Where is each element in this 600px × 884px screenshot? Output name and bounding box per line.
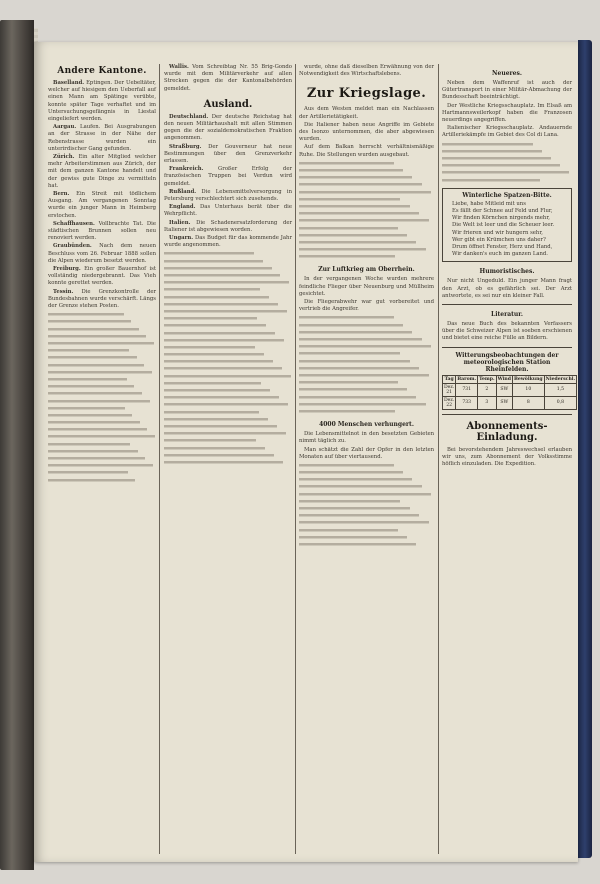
text-line	[164, 294, 269, 301]
text-line	[299, 519, 429, 526]
text-line	[299, 498, 400, 505]
weather-cell: 731	[456, 383, 478, 396]
paragraph-text: Ein großer Bauernhof ist vollständig niedergebrannt. Das Vieh konnte gerettet werden.	[48, 266, 156, 287]
text-line	[164, 409, 259, 416]
text-line	[164, 279, 289, 286]
text-line	[48, 326, 139, 333]
section-heading-andere-kantone: Andere Kantone.	[57, 66, 147, 76]
text-line	[299, 210, 419, 217]
paragraph-text: Vollbrachte Tat. Die städtischen Brunnen sollen neu renoviert werden.	[48, 220, 156, 242]
paragraph-text: Ein Streit mit tödlichem Ausgang. Am vergangenen Sonntag wurde ein junger Mann in Heimberg erstochen.	[48, 191, 156, 219]
column-3-verhungert-body	[299, 431, 434, 548]
paragraph-lead: Graubünden.	[53, 243, 92, 250]
subheading-humoristisches: Humoristisches.	[479, 268, 535, 276]
paragraph-text: Der Westliche Kriegsschauplatz. Im Elsaß am Hartmannsweilerkopf haben die Franzosen neuerdings angegriffen.	[442, 102, 572, 124]
paragraph	[164, 235, 292, 249]
text-line	[442, 177, 540, 184]
column-2	[164, 64, 292, 854]
text-line	[164, 344, 255, 351]
section-heading-zur-kriegslage: Zur Kriegslage.	[306, 86, 427, 102]
weather-cell: Dez. 21	[444, 384, 455, 395]
text-line	[299, 189, 431, 196]
paragraph	[48, 243, 156, 265]
text-line	[442, 155, 551, 162]
poem-line: Die Welt ist leer und die Scheuer leer.	[452, 222, 555, 229]
text-line	[164, 351, 264, 358]
paragraph-text: Man schätzt die Zahl der Opfer in den letzten Monaten auf über viertausend.	[299, 446, 434, 460]
paragraph-lead: Schaffhausen.	[53, 220, 95, 227]
text-line	[164, 459, 283, 466]
paragraph-lead: Bern.	[53, 191, 70, 198]
text-line	[164, 387, 270, 394]
paragraph	[164, 204, 292, 218]
text-line	[164, 286, 260, 293]
text-line	[164, 373, 291, 380]
paragraph-text: Aus dem Westen meldet man ein Nachlassen der Artillerietätigkeit.	[299, 106, 434, 120]
text-line	[299, 358, 410, 365]
text-line	[48, 376, 127, 383]
text-line	[299, 394, 416, 401]
text-line	[299, 372, 429, 379]
text-line	[48, 383, 134, 390]
paragraph-text: Das Budget für das kommende Jahr wurde angenommen.	[164, 235, 292, 249]
column-4	[442, 64, 576, 854]
text-line	[299, 365, 419, 372]
text-line	[299, 239, 416, 246]
paragraph-text: Die Lebensmittelnot in den besetzten Gebieten nimmt täglich zu.	[299, 431, 434, 445]
paragraph	[164, 114, 292, 143]
text-line	[299, 343, 431, 350]
text-line	[164, 430, 286, 437]
paragraph	[164, 144, 292, 166]
text-line	[299, 167, 403, 174]
paragraph-lead: Aargau.	[53, 124, 77, 131]
weather-row	[443, 396, 577, 409]
paragraph-text: Das Unterhaus berät über die Wehrpflicht.	[164, 204, 292, 218]
paragraph-text: Laufen. Bei Ausgrabungen an der Strasse in der Nähe der Rebenstrasse wurden ein unterirdischer Gang gefunden.	[48, 124, 156, 152]
paragraph-text: Nur nicht Ungeduld. Ein junger Mann fragt den Arzt, ob es gefährlich sei. Der Arzt antwortete, es sei nur ein kleiner Fall.	[442, 278, 572, 299]
text-line	[48, 398, 150, 405]
weather-cell: Dez. 22	[444, 397, 455, 408]
column-1	[48, 64, 156, 854]
text-line	[299, 329, 412, 336]
paragraph-lead: Rußland.	[169, 188, 197, 195]
text-line	[164, 394, 279, 401]
abo-text	[442, 447, 572, 469]
column-3-body	[299, 106, 434, 260]
book-cover-edge	[578, 40, 592, 858]
text-line	[164, 301, 278, 308]
text-line	[164, 380, 261, 387]
paragraph-text: wurde, ohne daß dieselben Erwähnung von der Notwendigkeit des Wirtschaftslebens.	[299, 64, 434, 78]
text-line	[48, 390, 142, 397]
book-spine	[0, 20, 34, 870]
paragraph-lead: Deutschland.	[169, 113, 209, 120]
text-line	[299, 181, 422, 188]
paragraph-lead: Freiburg.	[53, 266, 81, 273]
paragraph-text: Die Grenzkontrolle der Bundesbahnen wurde verschärft. Längs der Grenze stehen Posten.	[48, 288, 156, 310]
paragraph-lead: Ungarn.	[169, 235, 194, 242]
text-line	[299, 225, 398, 232]
text-line	[48, 354, 137, 361]
paragraph-lead: Italien.	[169, 219, 191, 226]
paragraph-lead: Wallis.	[169, 64, 189, 70]
column-rule	[295, 64, 296, 854]
weather-table	[442, 375, 577, 410]
text-line	[48, 347, 129, 354]
paragraph	[164, 220, 292, 234]
text-line	[48, 405, 125, 412]
section-heading-ausland: Ausland.	[203, 98, 253, 110]
poem-line: Wir danken's euch im ganzen Land.	[452, 251, 548, 258]
weather-cell: 0,8	[544, 396, 577, 409]
text-line	[299, 462, 394, 469]
poem-line: Wer gibt ein Krümchen uns daher?	[452, 236, 546, 243]
weather-cell: SW	[496, 383, 512, 396]
text-line	[299, 505, 410, 512]
text-line	[48, 469, 128, 476]
paragraph-lead: Straßburg.	[169, 143, 202, 150]
text-line	[299, 217, 429, 224]
paragraph-text: Bei bevorstehendem Jahreswechsel erlauben wir uns, zum Abonnement der Volksstimme höflich einzuladen. Die Expedition.	[442, 446, 572, 467]
paragraph-text: Die Lebensmittelversorgung in Petersburg verschlechtert sich zusehends.	[164, 188, 292, 203]
text-line	[164, 272, 280, 279]
text-line	[299, 534, 407, 541]
paragraph-text: In der vergangenen Woche wurden mehrere feindliche Flieger über Neuenburg und Müllheim gesichtet.	[299, 276, 434, 297]
text-line	[299, 386, 407, 393]
weather-header-cell: Barom.	[457, 376, 477, 382]
text-line	[164, 358, 273, 365]
paragraph-text: Ein alter Mitglied welcher mehr Arbeiterstimmen aus Zürich, der mit dem ganzen Kantone handelt und der gewiss gute Dinge zu vermitteln hat.	[48, 154, 156, 189]
text-line	[299, 336, 422, 343]
weather-header-cell: Temp.	[479, 376, 495, 382]
text-line	[299, 160, 394, 167]
paragraph-text: Italienischer Kriegsschauplatz. Andauernde Artilleriekämpfe im Gebiet des Col di Lana.	[442, 125, 572, 139]
text-line	[299, 314, 394, 321]
poem-line: Es fällt der Schnee auf Feld und Flur,	[452, 207, 553, 214]
paragraph-text: Die Italiener haben neue Angriffe im Gebiete des Isonzo unternommen, die aber abgewiesen wurden.	[299, 121, 434, 143]
text-line	[299, 350, 400, 357]
text-line	[299, 483, 422, 490]
weather-cell: 1,5	[544, 383, 577, 396]
text-line	[164, 401, 288, 408]
text-line	[299, 512, 419, 519]
text-line	[48, 311, 124, 318]
divider	[442, 414, 572, 415]
text-line	[299, 541, 416, 548]
column-2-top-paragraph	[164, 64, 292, 93]
text-line	[299, 408, 395, 415]
text-line	[299, 196, 400, 203]
paragraph	[164, 189, 292, 203]
text-line	[48, 477, 135, 484]
paragraph	[48, 154, 156, 190]
paragraph	[48, 191, 156, 220]
weather-title: Witterungsbeobachtungen der meteorologischen Station Rheinfelden.	[455, 351, 559, 373]
weather-cell: 10	[513, 383, 545, 396]
text-line	[164, 445, 265, 452]
text-line	[442, 141, 533, 148]
poem-line: Liebe, habe Mitleid mit uns	[452, 200, 526, 207]
column-2-body	[164, 114, 292, 466]
text-line	[164, 258, 263, 265]
section-heading-abonnements: Abonnements-Einladung.	[466, 420, 548, 443]
text-line	[48, 340, 154, 347]
poem-line: Wir finden Körnchen nirgends mehr,	[452, 215, 550, 222]
column-1-body	[48, 80, 156, 484]
weather-cell: SW	[496, 396, 512, 409]
column-4-top	[442, 80, 572, 184]
text-line	[164, 416, 268, 423]
paragraph-lead: England.	[169, 204, 196, 211]
divider	[442, 347, 572, 348]
text-line	[299, 491, 431, 498]
text-line	[48, 426, 147, 433]
text-line	[299, 476, 412, 483]
paragraph-text: Eptingen. Der Uebeltäter, welcher auf hiesigem den Ueberfall auf einen Mann am Spätinge verübte, konnte später Tage verhaftet und im Untersuchungsgefängnis in Liestal eingeliefert werden.	[48, 80, 156, 123]
column-rule	[159, 64, 160, 854]
poem-box	[442, 188, 572, 263]
poem-title: Winterliche Spatzen-Bitte.	[462, 191, 552, 199]
text-line	[299, 203, 410, 210]
paragraph	[48, 266, 156, 288]
text-line	[48, 333, 146, 340]
poem-line: Drum öffnet Fenster, Herz und Hand,	[452, 243, 553, 250]
subheading-verhungert: 4000 Menschen verhungert.	[319, 421, 414, 429]
poem-lines	[446, 201, 568, 259]
weather-cell: 733	[456, 396, 478, 409]
weather-cell: 8	[513, 396, 545, 409]
weather-row	[443, 383, 577, 396]
paragraph	[48, 289, 156, 311]
text-line	[48, 455, 145, 462]
paragraph-lead: Frankreich.	[169, 166, 204, 173]
text-line	[299, 401, 426, 408]
column-3-top-lines	[299, 64, 434, 78]
text-line	[299, 246, 426, 253]
weather-header-row	[443, 375, 577, 383]
humor-text	[442, 278, 572, 300]
paragraph-text: Der deutsche Reichstag hat den neuen Militärhaushalt mit allen Stimmen gegen die der sozialdemokratischen Fraktion angenommen.	[164, 113, 292, 142]
text-line	[164, 322, 266, 329]
text-line	[48, 369, 152, 376]
text-line	[164, 423, 277, 430]
paragraph-lead: Baselland.	[53, 80, 85, 86]
text-line	[442, 169, 569, 176]
text-line	[48, 419, 140, 426]
text-line	[48, 441, 130, 448]
literature-text	[442, 321, 572, 343]
text-line	[48, 433, 155, 440]
text-line	[164, 337, 284, 344]
paragraph-text: Großer Erfolg der französischen Truppen bei Verdun wird gemeldet.	[164, 166, 292, 187]
weather-cell: 2	[478, 383, 497, 396]
text-line	[164, 365, 282, 372]
newspaper-page	[34, 42, 578, 862]
text-line	[442, 162, 560, 169]
text-line	[299, 322, 403, 329]
text-line	[164, 308, 287, 315]
weather-header-cell: Wind	[497, 376, 511, 382]
weather-body	[443, 383, 577, 409]
text-line	[48, 318, 131, 325]
paragraph	[48, 80, 156, 123]
text-line	[48, 462, 153, 469]
text-line	[299, 469, 403, 476]
poem-line: Wir frieren und wir hungern sehr,	[452, 229, 543, 236]
text-line	[48, 448, 138, 455]
text-line	[164, 265, 272, 272]
paragraph	[48, 124, 156, 153]
weather-header-cell: Niederschl.	[545, 376, 576, 382]
text-line	[299, 174, 412, 181]
paragraph	[48, 221, 156, 243]
text-line	[299, 253, 395, 260]
text-line	[164, 315, 257, 322]
text-line	[164, 330, 275, 337]
text-line	[48, 412, 132, 419]
column-3	[299, 64, 434, 854]
text-line	[299, 379, 398, 386]
paragraph-text: Die Schadenersatzforderung der Italiener ist abgewiesen worden.	[164, 219, 292, 233]
text-line	[299, 232, 407, 239]
weather-header-cell: Bewölkung	[514, 376, 543, 382]
paragraph-text: Auf dem Balkan herrscht verhältnismäßige Ruhe. Die Stellungen wurden ausgebaut.	[299, 144, 434, 158]
text-line	[442, 148, 542, 155]
subheading-luftkrieg: Zur Luftkrieg am Oberrhein.	[318, 266, 415, 274]
weather-cell: 3	[478, 396, 497, 409]
text-line	[164, 452, 274, 459]
column-3-luftkrieg-body	[299, 276, 434, 415]
text-line	[164, 437, 256, 444]
text-line	[164, 250, 254, 257]
paragraph-lead: Tessin.	[53, 288, 74, 295]
text-line	[48, 362, 144, 369]
weather-header-cell: Tag	[443, 375, 456, 383]
paragraph	[164, 166, 292, 188]
paragraph-text: Der Gouverneur hat neue Bestimmungen über den Grenzverkehr erlassen.	[164, 143, 292, 165]
paragraph-text: Nach dem neuen Beschluss vom 26. Februar 1888 sollen die Alpen wiederum besetzt werden.	[48, 243, 156, 264]
ribbon-heading-neueres: Neueres.	[492, 70, 522, 77]
column-rule	[438, 64, 439, 854]
paragraph-text: Neben dem Waffenruf ist auch der Gütertransport in einer Militär-Abmachung der Bundesschaft beeinträchtigt.	[442, 80, 572, 101]
subheading-literatur: Literatur.	[491, 310, 523, 318]
paragraph-lead: Zürich.	[53, 154, 75, 161]
divider	[442, 304, 572, 305]
paragraph-text: Das neue Buch des bekannten Verfassers über die Schweizer Alpen ist soeben erschienen und bietet eine reiche Fülle an Bildern.	[442, 320, 572, 342]
paragraph-text: Vom Schreibtag Nr. 55 Brig-Gondo wurde mit dem Militärverkehr auf allen Strecken gegen die der Kantonalbehörden gemeldet.	[164, 64, 292, 92]
text-line	[299, 527, 398, 534]
paragraph-text: Die Fliegerabwehr war gut vorbereitet und vertrieb die Angreifer.	[299, 299, 434, 313]
